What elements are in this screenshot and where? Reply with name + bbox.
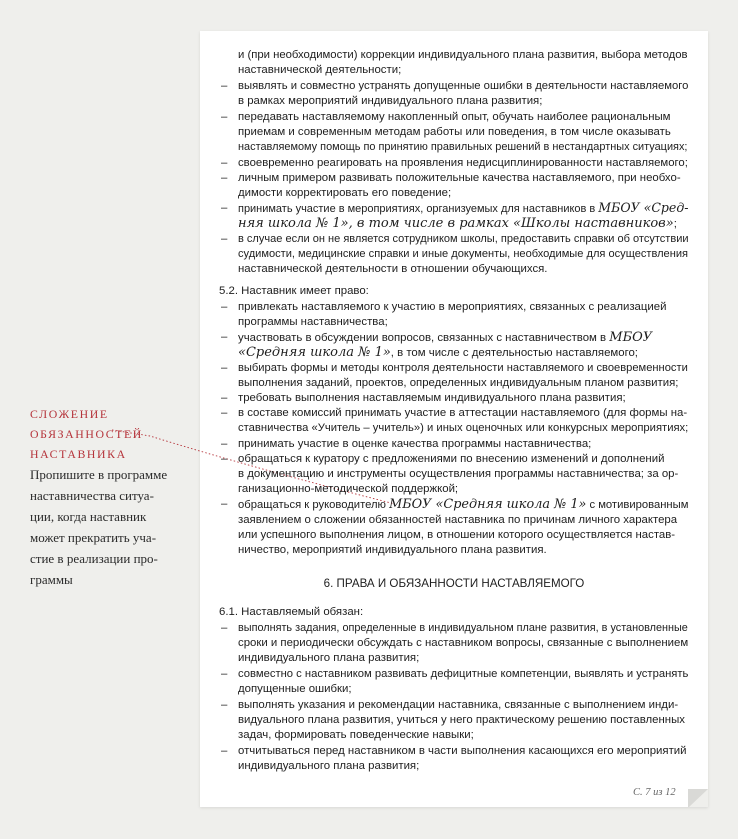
side-note-heading-line: ОБЯЗАННОСТЕЙ bbox=[30, 427, 143, 441]
list-dash: – bbox=[221, 301, 228, 313]
list-dash: – bbox=[221, 699, 228, 711]
text-line bbox=[238, 497, 688, 513]
school-name-italic: «Средняя школа № 1» bbox=[238, 345, 391, 360]
text-line: индивидуального плана развития; bbox=[238, 652, 420, 664]
text-line: наставнической деятельности в отношении обучающихся. bbox=[238, 263, 548, 275]
text-line: видуального плана развития, учиться у него практическому решению поставленных bbox=[238, 714, 685, 726]
text-line: ничество, мероприятий индивидуального плана развития. bbox=[238, 544, 547, 556]
school-name-italic: МБОУ bbox=[609, 330, 653, 345]
list-dash: – bbox=[221, 202, 228, 214]
list-dash: – bbox=[221, 438, 228, 450]
list-dash: – bbox=[221, 80, 228, 92]
text-line: допущенные ошибки; bbox=[238, 683, 352, 695]
text-line: в документацию и инструменты осуществления программы наставничества; за ор- bbox=[238, 468, 679, 480]
list-dash: – bbox=[221, 407, 228, 419]
school-name-italic: няя школа № 1», в том числе в рамках «Школы наставников» bbox=[238, 216, 674, 231]
text-line bbox=[238, 345, 638, 361]
text-line: личным примером развивать положительные качества наставляемого, при необхо- bbox=[238, 172, 681, 184]
side-note-text-line: Пропишите в программе bbox=[30, 467, 168, 482]
list-dash: – bbox=[221, 111, 228, 123]
text-line: сроки и периодически обсуждать с наставником вопросы, связанные с выполнением bbox=[238, 637, 689, 649]
text-fragment: ; bbox=[673, 218, 677, 230]
side-note-text-line: граммы bbox=[30, 572, 73, 587]
text-line: требовать выполнения наставляемым индивидуального плана развития; bbox=[238, 392, 626, 404]
text-line: совместно с наставником развивать дефицитные компетенции, выявлять и устранять bbox=[238, 668, 689, 680]
list-dash: – bbox=[221, 668, 228, 680]
text-line: задач, формировать поведенческие навыки; bbox=[238, 729, 474, 741]
list-dash: – bbox=[221, 362, 228, 374]
side-note-heading-line: НАСТАВНИКА bbox=[30, 447, 127, 461]
list-dash: – bbox=[221, 622, 228, 634]
text-fragment: с мотивированным bbox=[586, 499, 689, 511]
list-dash: – bbox=[221, 392, 228, 404]
text-line: ставничества «Учитель – учитель») и иных оценочных или конкурсных мероприятиях; bbox=[238, 422, 689, 434]
text-line: ганизационно-методической поддержкой; bbox=[238, 483, 459, 495]
text-line: программы наставничества; bbox=[238, 316, 388, 328]
paragraph-heading: 5.2. Наставник имеет право: bbox=[219, 285, 369, 297]
list-dash: – bbox=[221, 233, 228, 245]
text-line: своевременно реагировать на проявления недисциплинированности наставляемого; bbox=[238, 157, 688, 169]
text-line: приемам и современным методам работы или поведения, в том числе оказывать bbox=[238, 126, 671, 138]
text-line: привлекать наставляемого к участию в мероприятиях, связанных с реализацией bbox=[238, 301, 667, 313]
text-line: наставляемому помощь по принятию правильных решений в нестандартных ситуациях; bbox=[238, 141, 688, 153]
list-dash: – bbox=[221, 172, 228, 184]
page-number: С. 7 из 12 bbox=[633, 787, 676, 798]
text-line: выполнения заданий, проектов, определенных индивидуальным планом развития; bbox=[238, 377, 679, 389]
list-dash: – bbox=[221, 498, 228, 510]
side-note-text-line: стие в реализации про- bbox=[30, 551, 158, 566]
text-line: или успешного выполнения лицом, в отношении которого осуществляется настав- bbox=[238, 529, 676, 541]
text-line: обращаться к куратору с предложениями по внесению изменений и дополнений bbox=[238, 453, 665, 465]
text-line: и (при необходимости) коррекции индивидуального плана развития, выбора методов bbox=[238, 49, 688, 61]
list-dash: – bbox=[221, 157, 228, 169]
school-name-italic: МБОУ «Сред- bbox=[598, 201, 689, 216]
list-dash: – bbox=[221, 745, 228, 757]
text-line: принимать участие в оценке качества программы наставничества; bbox=[238, 438, 592, 450]
text-line bbox=[238, 216, 677, 232]
list-dash: – bbox=[221, 453, 228, 465]
section-title: 6. ПРАВА И ОБЯЗАННОСТИ НАСТАВЛЯЕМОГО bbox=[323, 577, 585, 590]
text-line: судимости, медицинские справки и иные документы, необходимые для осуществления bbox=[238, 248, 689, 260]
text-line: заявлением о сложении обязанностей наставника по причинам личного характера bbox=[238, 514, 678, 526]
side-note-heading-line: СЛОЖЕНИЕ bbox=[30, 407, 109, 421]
text-line: димости корректировать его поведение; bbox=[238, 187, 452, 199]
paragraph-heading: 6.1. Наставляемый обязан: bbox=[219, 606, 364, 618]
text-line bbox=[238, 330, 652, 346]
text-fragment: принимать участие в мероприятиях, организуемых для наставников в bbox=[238, 203, 599, 215]
text-line bbox=[238, 201, 689, 217]
side-note-text-line: ции, когда наставник bbox=[30, 509, 147, 524]
text-fragment: , в том числе с деятельностью наставляемого; bbox=[390, 347, 638, 359]
list-dash: – bbox=[221, 331, 228, 343]
text-line: передавать наставляемому накопленный опыт, обучать наиболее рациональным bbox=[238, 111, 671, 123]
text-line: в составе комиссий принимать участие в аттестации наставляемого (для формы на- bbox=[238, 407, 688, 419]
text-line: индивидуального плана развития; bbox=[238, 760, 420, 772]
side-note-text-line: наставничества ситуа- bbox=[30, 488, 154, 503]
school-name-italic: МБОУ «Средняя школа № 1» bbox=[389, 497, 587, 512]
text-line: выявлять и совместно устранять допущенные ошибки в деятельности наставляемого bbox=[238, 80, 689, 92]
text-line: наставнической деятельности; bbox=[238, 64, 402, 76]
text-line: в рамках мероприятий индивидуального плана развития; bbox=[238, 95, 543, 107]
text-line: выполнять задания, определенные в индивидуальном плане развития, в установленные bbox=[238, 622, 688, 634]
text-line: отчитываться перед наставником в части выполнения касающихся его мероприятий bbox=[238, 745, 687, 757]
text-fragment: участвовать в обсуждении вопросов, связанных с наставничеством в bbox=[238, 332, 610, 344]
text-line: выбирать формы и методы контроля деятельности наставляемого и своевременности bbox=[238, 362, 688, 374]
side-note-text-line: может прекратить уча- bbox=[30, 530, 157, 545]
text-line: в случае если он не является сотрудником школы, предоставить справки об отсутствии bbox=[238, 233, 689, 245]
text-fragment: обращаться к руководителю bbox=[238, 499, 390, 511]
text-line: выполнять указания и рекомендации наставника, связанные с выполнением инди- bbox=[238, 699, 679, 711]
